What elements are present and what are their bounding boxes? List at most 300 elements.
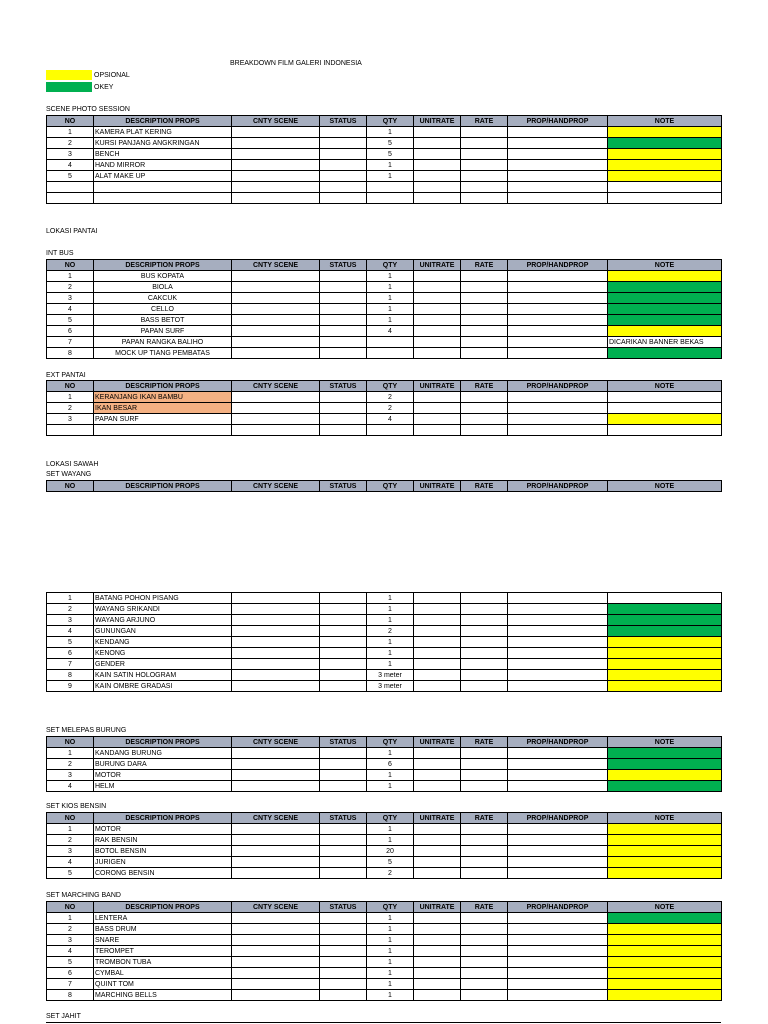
cell-status [320,425,367,436]
cell-qty: 1 [367,637,414,648]
column-header-prop-handprop: PROP/HANDPROP [508,260,608,271]
table-row [47,759,722,770]
column-header-status: STATUS [320,260,367,271]
table-row [47,193,722,204]
column-header-no: NO [47,481,94,492]
section-label-lokasi-sawah: LOKASI SAWAH [46,461,99,468]
cell-no: 2 [47,282,94,293]
table-row [47,326,722,337]
cell-cnty-scene [232,392,320,403]
cell-cnty-scene [232,868,320,879]
cell-note [608,392,722,403]
cell-description: KAIN OMBRE GRADASI [94,681,232,692]
cell-no: 2 [47,759,94,770]
column-header-description-props: DESCRIPTION PROPS [94,116,232,127]
cell-description: ALAT MAKE UP [94,171,232,182]
column-header-status: STATUS [320,481,367,492]
cell-no: 1 [47,271,94,282]
cell-cnty-scene [232,781,320,792]
cell-status [320,968,367,979]
cell-no: 8 [47,348,94,359]
cell-unitrate [414,271,461,282]
cell-unitrate [414,392,461,403]
cell-prop-handprop [508,304,608,315]
cell-no: 2 [47,604,94,615]
table-row [47,392,722,403]
cell-unitrate [414,127,461,138]
cell-cnty-scene [232,748,320,759]
table-row [47,846,722,857]
cell-no [47,425,94,436]
cell-prop-handprop [508,835,608,846]
cell-cnty-scene [232,846,320,857]
cell-no: 7 [47,659,94,670]
cell-description: CAKCUK [94,293,232,304]
column-header-unitrate: UNITRATE [414,813,461,824]
cell-note [608,626,722,637]
cell-cnty-scene [232,337,320,348]
cell-cnty-scene [232,968,320,979]
column-header-cnty-scene: CNTY SCENE [232,116,320,127]
column-header-note: NOTE [608,902,722,913]
column-header-note: NOTE [608,481,722,492]
legend-swatch-okey [46,82,92,92]
cell-description: TEROMPET [94,946,232,957]
cell-description: SNARE [94,935,232,946]
cell-no: 8 [47,990,94,1001]
cell-unitrate [414,626,461,637]
cell-prop-handprop [508,857,608,868]
cell-description: BASS BETOT [94,315,232,326]
cell-cnty-scene [232,282,320,293]
cell-note [608,182,722,193]
cell-status [320,403,367,414]
cell-unitrate [414,924,461,935]
cell-description: HELM [94,781,232,792]
cell-no: 4 [47,857,94,868]
cell-rate [461,846,508,857]
column-header-prop-handprop: PROP/HANDPROP [508,902,608,913]
cell-prop-handprop [508,348,608,359]
cell-rate [461,835,508,846]
cell-description: KENDANG [94,637,232,648]
cell-qty: 1 [367,171,414,182]
cell-rate [461,182,508,193]
cell-cnty-scene [232,759,320,770]
cell-cnty-scene [232,182,320,193]
column-header-note: NOTE [608,737,722,748]
header-row [47,481,722,492]
cell-qty [367,182,414,193]
column-header-note: NOTE [608,260,722,271]
column-header-rate: RATE [461,813,508,824]
cell-qty: 1 [367,593,414,604]
cell-prop-handprop [508,326,608,337]
cell-qty: 5 [367,138,414,149]
cell-qty: 1 [367,979,414,990]
table-row [47,748,722,759]
cell-prop-handprop [508,681,608,692]
cell-no: 3 [47,149,94,160]
cell-note [608,315,722,326]
cell-status [320,979,367,990]
cell-note [608,759,722,770]
cell-no: 1 [47,748,94,759]
cell-rate [461,681,508,692]
cell-no: 5 [47,171,94,182]
cell-status [320,748,367,759]
cell-note [608,282,722,293]
cell-status [320,648,367,659]
cell-qty: 6 [367,759,414,770]
cell-note [608,615,722,626]
cell-note [608,846,722,857]
cell-prop-handprop [508,968,608,979]
cell-status [320,326,367,337]
cell-cnty-scene [232,425,320,436]
cell-prop-handprop [508,846,608,857]
cell-rate [461,337,508,348]
cell-no: 1 [47,593,94,604]
cell-description: KAMERA PLAT KERING [94,127,232,138]
cell-rate [461,659,508,670]
cell-prop-handprop [508,659,608,670]
table-scene-photo [46,115,722,204]
cell-no: 1 [47,392,94,403]
table-row [47,857,722,868]
cell-qty [367,425,414,436]
cell-status [320,604,367,615]
column-header-prop-handprop: PROP/HANDPROP [508,813,608,824]
cell-no: 2 [47,924,94,935]
column-header-rate: RATE [461,260,508,271]
cell-description [94,193,232,204]
cell-cnty-scene [232,171,320,182]
cell-note [608,149,722,160]
column-header-note: NOTE [608,381,722,392]
cell-unitrate [414,149,461,160]
cell-rate [461,648,508,659]
cell-unitrate [414,748,461,759]
column-header-no: NO [47,381,94,392]
cell-note [608,748,722,759]
cell-rate [461,615,508,626]
column-header-no: NO [47,902,94,913]
cell-rate [461,326,508,337]
cell-cnty-scene [232,946,320,957]
cell-note [608,990,722,1001]
section-label-lokasi-pantai: LOKASI PANTAI [46,228,98,235]
cell-note [608,913,722,924]
cell-prop-handprop [508,670,608,681]
cell-prop-handprop [508,293,608,304]
column-header-unitrate: UNITRATE [414,481,461,492]
cell-qty: 1 [367,304,414,315]
cell-cnty-scene [232,403,320,414]
cell-prop-handprop [508,770,608,781]
cell-unitrate [414,759,461,770]
cell-cnty-scene [232,990,320,1001]
cell-qty: 3 meter [367,681,414,692]
cell-status [320,315,367,326]
table-row [47,835,722,846]
cell-status [320,193,367,204]
column-header-qty: QTY [367,381,414,392]
cell-prop-handprop [508,425,608,436]
cell-description: MOTOR [94,824,232,835]
column-header-cnty-scene: CNTY SCENE [232,260,320,271]
cell-rate [461,171,508,182]
table-row [47,868,722,879]
cell-prop-handprop [508,868,608,879]
column-header-prop-handprop: PROP/HANDPROP [508,381,608,392]
table-row [47,913,722,924]
cell-status [320,935,367,946]
cell-prop-handprop [508,935,608,946]
cell-unitrate [414,293,461,304]
cell-status [320,868,367,879]
cell-unitrate [414,337,461,348]
cell-status [320,127,367,138]
document-title: BREAKDOWN FILM GALERI INDONESIA [230,60,362,67]
cell-unitrate [414,681,461,692]
cell-unitrate [414,913,461,924]
cell-no: 2 [47,403,94,414]
cell-qty: 1 [367,271,414,282]
cell-rate [461,127,508,138]
cell-description: BOTOL BENSIN [94,846,232,857]
table-row [47,403,722,414]
cell-status [320,337,367,348]
table-row [47,138,722,149]
cell-unitrate [414,193,461,204]
column-header-status: STATUS [320,902,367,913]
column-header-status: STATUS [320,116,367,127]
cell-prop-handprop [508,414,608,425]
cell-cnty-scene [232,979,320,990]
cell-no: 6 [47,326,94,337]
cell-prop-handprop [508,946,608,957]
cell-qty: 4 [367,326,414,337]
cell-cnty-scene [232,149,320,160]
cell-qty: 1 [367,282,414,293]
cell-note [608,781,722,792]
cell-note [608,824,722,835]
section-label-scene-photo: SCENE PHOTO SESSION [46,106,130,113]
cell-rate [461,348,508,359]
cell-qty: 1 [367,968,414,979]
cell-no: 4 [47,626,94,637]
cell-description: CELLO [94,304,232,315]
cell-note [608,403,722,414]
cell-description: WAYANG ARJUNO [94,615,232,626]
cell-unitrate [414,824,461,835]
cell-rate [461,293,508,304]
table-set-wayang [46,592,722,692]
cell-description: WAYANG SRIKANDI [94,604,232,615]
cell-status [320,615,367,626]
cell-description [94,182,232,193]
cell-rate [461,138,508,149]
cell-status [320,138,367,149]
cell-no: 2 [47,138,94,149]
cell-unitrate [414,182,461,193]
cell-prop-handprop [508,604,608,615]
cell-qty [367,348,414,359]
cell-note [608,160,722,171]
table-row [47,414,722,425]
cell-no: 5 [47,868,94,879]
cell-cnty-scene [232,681,320,692]
cell-unitrate [414,348,461,359]
cell-prop-handprop [508,403,608,414]
cell-unitrate [414,648,461,659]
cell-status [320,414,367,425]
cell-prop-handprop [508,759,608,770]
cell-unitrate [414,968,461,979]
section-label-ext-pantai: EXT PANTAI [46,372,86,379]
cell-qty: 2 [367,868,414,879]
table-row [47,924,722,935]
table-row [47,946,722,957]
cell-no: 5 [47,957,94,968]
cell-unitrate [414,835,461,846]
cell-note [608,304,722,315]
table-ext-pantai [46,380,722,436]
cell-note [608,414,722,425]
header-row [47,260,722,271]
column-header-status: STATUS [320,381,367,392]
table-row [47,670,722,681]
cell-description: PAPAN RANGKA BALIHO [94,337,232,348]
table-row [47,824,722,835]
cell-qty: 1 [367,824,414,835]
cell-rate [461,160,508,171]
cell-description: BURUNG DARA [94,759,232,770]
cell-qty: 1 [367,835,414,846]
column-header-note: NOTE [608,116,722,127]
cell-no: 7 [47,979,94,990]
column-header-rate: RATE [461,381,508,392]
cell-status [320,846,367,857]
column-header-prop-handprop: PROP/HANDPROP [508,481,608,492]
cell-note [608,293,722,304]
cell-status [320,835,367,846]
cell-prop-handprop [508,957,608,968]
table-row [47,160,722,171]
cell-rate [461,946,508,957]
cell-unitrate [414,282,461,293]
cell-rate [461,282,508,293]
cell-qty: 1 [367,127,414,138]
cell-note [608,193,722,204]
cell-no: 4 [47,304,94,315]
cell-no [47,182,94,193]
cell-rate [461,935,508,946]
table-row [47,304,722,315]
table-row [47,337,722,348]
cell-cnty-scene [232,604,320,615]
cell-note [608,681,722,692]
cell-rate [461,868,508,879]
column-header-no: NO [47,116,94,127]
cell-qty [367,337,414,348]
cell-note [608,593,722,604]
column-header-description-props: DESCRIPTION PROPS [94,381,232,392]
cell-unitrate [414,935,461,946]
cell-unitrate [414,957,461,968]
cell-status [320,990,367,1001]
cell-unitrate [414,138,461,149]
cell-description: CORONG BENSIN [94,868,232,879]
cell-note [608,857,722,868]
cell-rate [461,924,508,935]
cell-note [608,171,722,182]
cell-cnty-scene [232,293,320,304]
cell-prop-handprop [508,990,608,1001]
column-header-note: NOTE [608,813,722,824]
cell-prop-handprop [508,271,608,282]
cell-status [320,857,367,868]
cell-rate [461,781,508,792]
cell-cnty-scene [232,326,320,337]
cell-description: KERANJANG IKAN BAMBU [94,392,232,403]
column-header-rate: RATE [461,737,508,748]
cell-prop-handprop [508,593,608,604]
cell-description: JURIGEN [94,857,232,868]
cell-rate [461,425,508,436]
cell-no: 4 [47,781,94,792]
cell-description: BASS DRUM [94,924,232,935]
cell-status [320,824,367,835]
cell-rate [461,824,508,835]
cell-unitrate [414,403,461,414]
column-header-description-props: DESCRIPTION PROPS [94,737,232,748]
cell-description: BENCH [94,149,232,160]
cell-qty: 5 [367,857,414,868]
cell-unitrate [414,637,461,648]
cell-qty: 2 [367,626,414,637]
cell-rate [461,193,508,204]
cell-note [608,348,722,359]
cell-prop-handprop [508,337,608,348]
cell-qty: 1 [367,946,414,957]
legend-swatch-opsional [46,70,92,80]
cell-prop-handprop [508,160,608,171]
cell-rate [461,979,508,990]
cell-prop-handprop [508,182,608,193]
cell-description: GENDER [94,659,232,670]
cell-unitrate [414,171,461,182]
cell-cnty-scene [232,637,320,648]
cell-description: KURSI PANJANG ANGKRINGAN [94,138,232,149]
cell-note [608,770,722,781]
column-header-no: NO [47,260,94,271]
cell-prop-handprop [508,149,608,160]
cell-description: RAK BENSIN [94,835,232,846]
cell-no: 3 [47,414,94,425]
cell-cnty-scene [232,304,320,315]
column-header-description-props: DESCRIPTION PROPS [94,813,232,824]
header-row [47,116,722,127]
cell-qty: 3 meter [367,670,414,681]
cell-status [320,681,367,692]
cell-cnty-scene [232,414,320,425]
table-row [47,990,722,1001]
cell-qty: 1 [367,160,414,171]
cell-status [320,293,367,304]
cell-description: KENONG [94,648,232,659]
